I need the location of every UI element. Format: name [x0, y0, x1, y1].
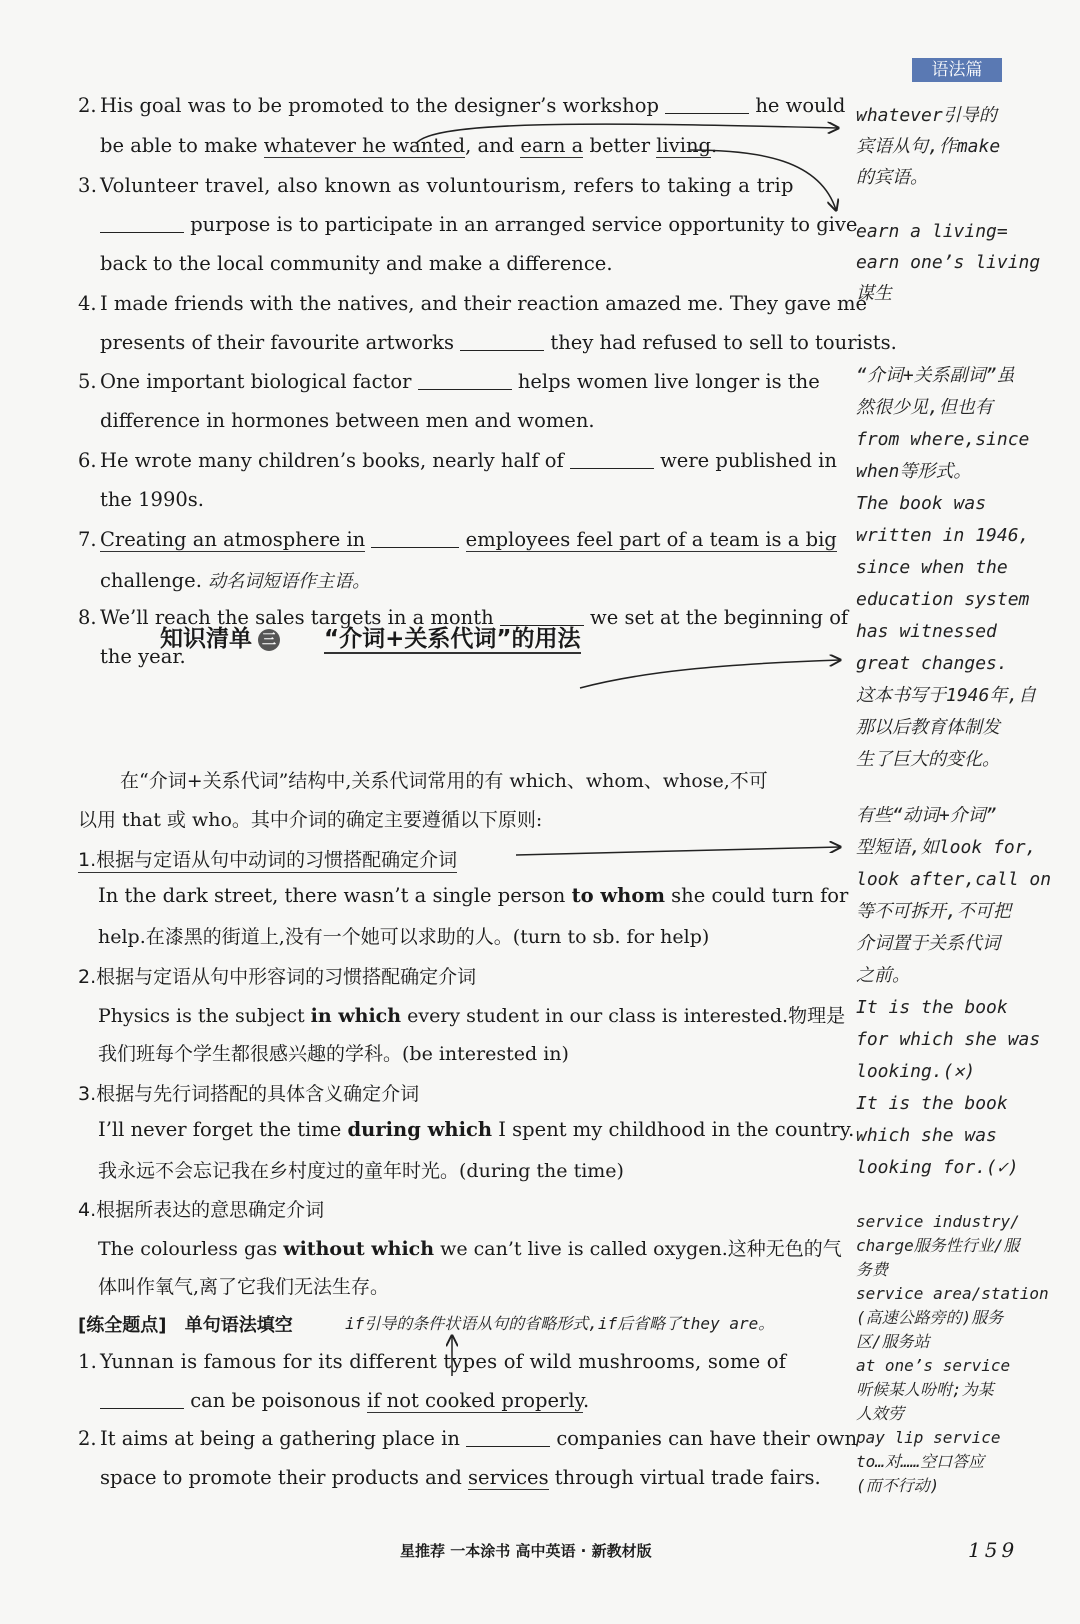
- section-title: 知识清单 三 “介词+关系代词”的用法: [160, 626, 581, 652]
- arrow-earn-living: [690, 150, 836, 210]
- q3-line3: back to the local community and make a difference.: [100, 252, 613, 275]
- section-number-badge: 三: [258, 629, 280, 651]
- q7-line1: 7. Creating an atmosphere in employees feel part of a team is a big: [78, 528, 837, 551]
- page-number: 159: [968, 1538, 1019, 1562]
- margin-note-whatever: whatever引导的 宾语从句,作make 的宾语。: [856, 105, 1001, 188]
- q2-line1: 2. His goal was to be promoted to the designer’s workshop he would: [78, 94, 846, 117]
- intro-line1: 在“介词+关系代词”结构中,关系代词常用的有 which、whom、whose,不可: [120, 770, 768, 792]
- rule-4-example: The colourless gas without which we can’t live is called oxygen.这种无色的气: [98, 1238, 842, 1260]
- p2-line2: space to promote their products and services through virtual trade fairs.: [100, 1466, 821, 1489]
- rule-3-translation: 我永远不会忘记我在乡村度过的童年时光。(during the time): [98, 1160, 624, 1182]
- arrow-whatever: [416, 124, 838, 144]
- margin-note-earn-living: earn a living= earn one’s living 谋生: [856, 221, 1041, 304]
- q8-line1: 8. We’ll reach the sales targets in a month we set at the beginning of: [78, 606, 849, 629]
- p2-line1: 2. It aims at being a gathering place in companies can have their own: [78, 1427, 858, 1450]
- q7-handwritten-note: 动名词短语作主语。: [208, 571, 371, 592]
- q2-line2: be able to make whatever he wanted, and earn a better living.: [100, 134, 718, 157]
- practice-handwritten-note: if引导的条件状语从句的省略形式,if后省略了they are。: [345, 1314, 775, 1333]
- rule-1-translation: help.在漆黑的街道上,没有一个她可以求助的人。(turn to sb. for help): [98, 926, 710, 948]
- q6-line2: the 1990s.: [100, 488, 204, 511]
- margin-note-relative-adverb: “介词+关系副词”虽 然很少见,但也有 from where,since when等形式。 The book was written in 1946, since when the education system has witnessed great changes. 这本书写于1946年,自 那以后教育体制发 生了巨大的变化。: [856, 365, 1037, 770]
- arrow-great-changes: [580, 660, 840, 688]
- rule-1-heading: 1.根据与定语从句中动词的习惯搭配确定介词: [78, 845, 457, 873]
- rule-2-example: Physics is the subject in which every student in our class is interested.物理是: [98, 1005, 846, 1027]
- section-tag: 语法篇: [912, 58, 1002, 82]
- q8-line2: the year.: [100, 645, 186, 668]
- arrow-rule-1: [516, 847, 840, 855]
- p1-line1: 1. Yunnan is famous for its different types of wild mushrooms, some of: [78, 1350, 787, 1373]
- rule-3-heading: 3.根据与先行词搭配的具体含义确定介词: [78, 1083, 420, 1105]
- q4-line2: presents of their favourite artworks they had refused to sell to tourists.: [100, 331, 897, 354]
- practice-header: [练全题点] 单句语法填空: [78, 1315, 293, 1336]
- q7-line2: challenge. 动名词短语作主语。: [100, 569, 371, 592]
- p1-line2: can be poisonous if not cooked properly.: [100, 1389, 589, 1412]
- q3-line2: purpose is to participate in an arranged service opportunity to give: [100, 213, 857, 236]
- rule-2-translation: 我们班每个学生都很感兴趣的学科。(be interested in): [98, 1043, 569, 1065]
- footer-book-title: 星推荐 一本涂书 高中英语 · 新教材版: [400, 1542, 652, 1560]
- rule-4-heading: 4.根据所表达的意思确定介词: [78, 1199, 325, 1221]
- q6-line1: 6. He wrote many children’s books, nearly half of were published in: [78, 449, 837, 472]
- rule-4-translation: 体叫作氧气,离了它我们无法生存。: [98, 1276, 390, 1298]
- q3-line1: 3. Volunteer travel, also known as voluntourism, refers to taking a trip: [78, 174, 794, 197]
- q4-line1: 4. I made friends with the natives, and their reaction amazed me. They gave me: [78, 292, 868, 315]
- rule-3-example: I’ll never forget the time during which I spent my childhood in the country.: [98, 1118, 855, 1141]
- margin-note-phrasal-verbs: 有些“动词+介词” 型短语,如look for, look after,call on 等不可拆开,不可把 介词置于关系代词 之前。 It is the book for which she was looking.(✕) It is the book which she was looking for.(✓): [856, 805, 1052, 1178]
- q5-line2: difference in hormones between men and women.: [100, 409, 595, 432]
- margin-note-service: service industry/ charge服务性行业/服 务费 service area/station (高速公路旁的)服务 区/服务站 at one’s service 听候某人吩咐;为某 人效劳 pay lip service to…对……空口答应 (而不行动): [856, 1212, 1049, 1495]
- rule-2-heading: 2.根据与定语从句中形容词的习惯搭配确定介词: [78, 966, 477, 988]
- q5-line1: 5. One important biological factor helps women live longer is the: [78, 370, 820, 393]
- rule-1-example: In the dark street, there wasn’t a single person to whom she could turn for: [98, 884, 849, 907]
- intro-line2: 以用 that 或 who。其中介词的确定主要遵循以下原则:: [78, 809, 543, 831]
